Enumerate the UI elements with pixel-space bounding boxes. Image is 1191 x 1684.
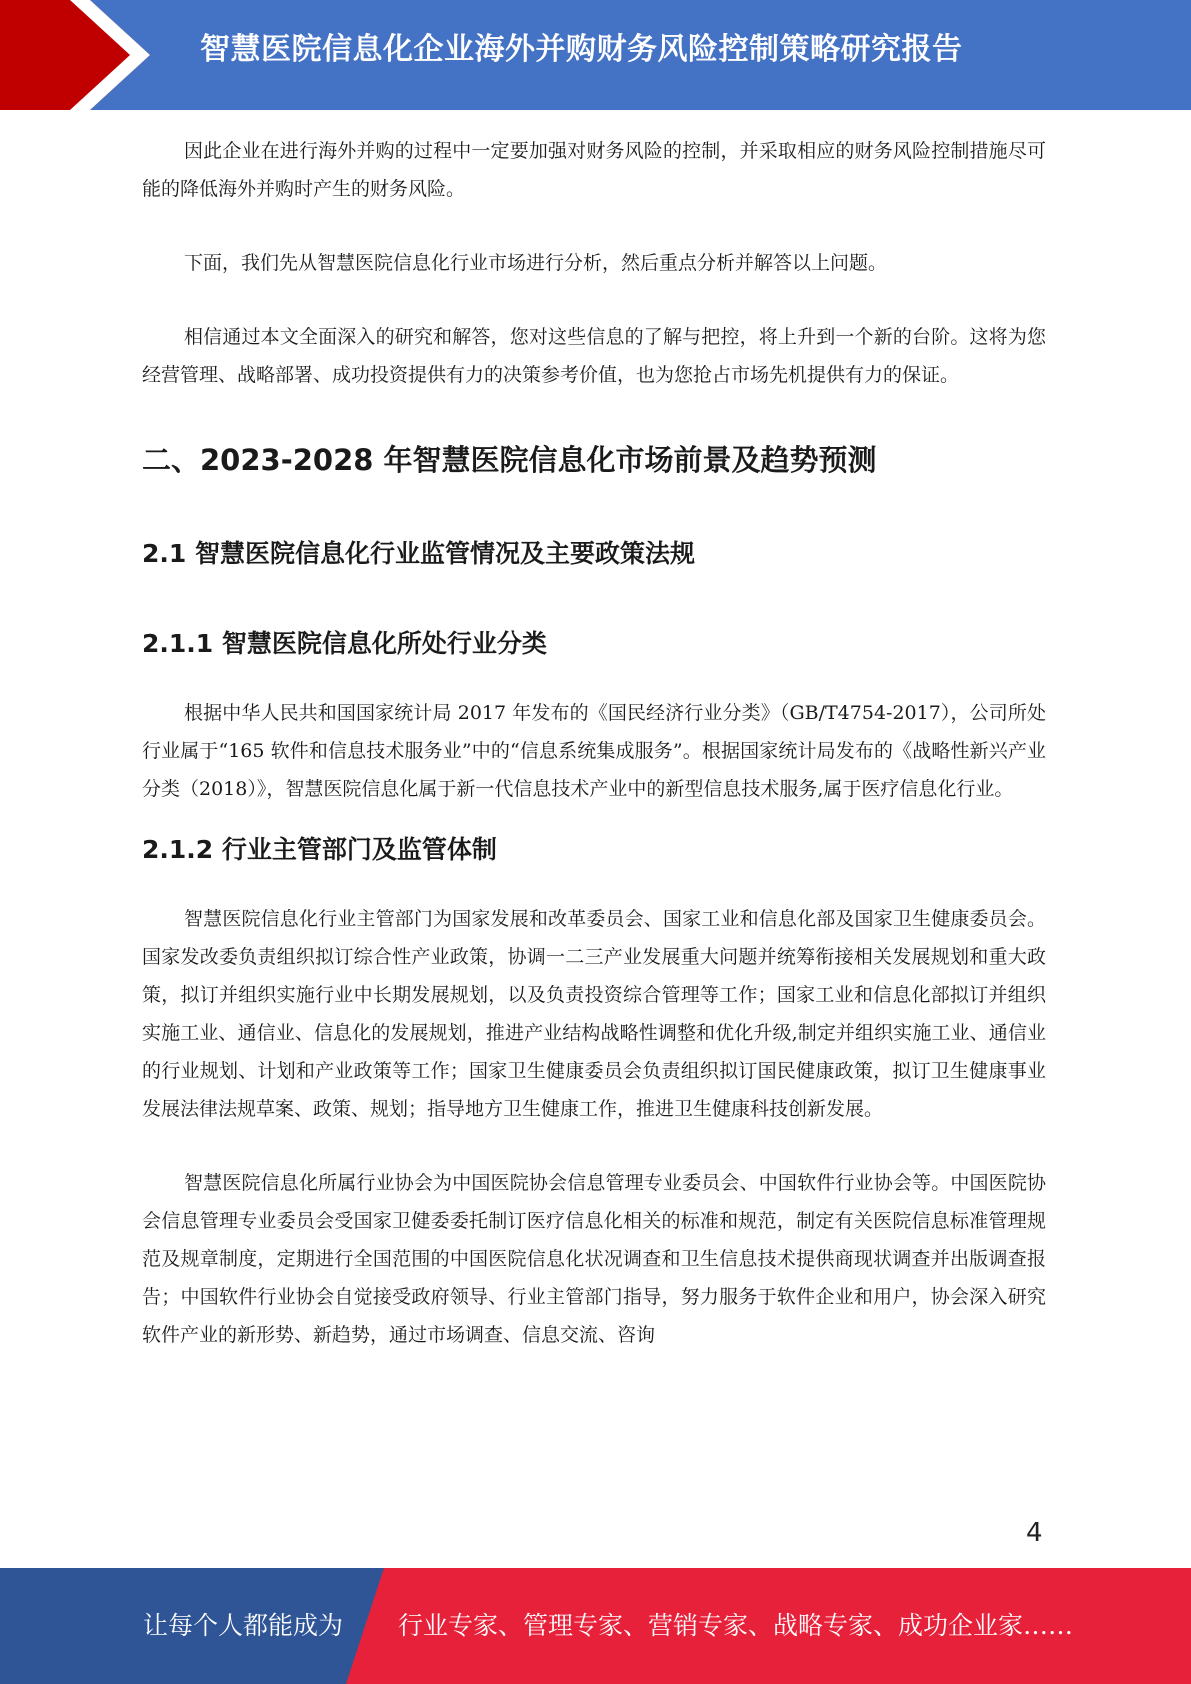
- footer-slogan-right: 行业专家、管理专家、营销专家、战略专家、成功企业家……: [398, 1611, 1074, 1640]
- page-number: 4: [1026, 1518, 1043, 1548]
- section-2-1-2-paragraph-1: 智慧医院信息化行业主管部门为国家发展和改革委员会、国家工业和信息化部及国家卫生健康委员会。国家发改委负责组织拟订综合性产业政策，协调一二三产业发展重大问题并统筹衔接相关发展规划和重大政策，拟订并组织实施行业中长期发展规划，以及负责投资综合管理等工作；国家工业和信息化部拟订并组织实施工业、通信业、信息化的发展规划，推进产业结构战略性调整和优化升级,制定并组织实施工业、通信业的行业规划、计划和产业政策等工作；国家卫生健康委员会负责组织拟订国民健康政策，拟订卫生健康事业发展法律法规草案、政策、规划；指导地方卫生健康工作，推进卫生健康科技创新发展。: [142, 908, 1046, 1120]
- section-2-1-1-heading: 2.1.1 智慧医院信息化所处行业分类: [142, 629, 547, 658]
- page-header: [0, 0, 1191, 110]
- section-2-1-2-paragraph-2: 智慧医院信息化所属行业协会为中国医院协会信息管理专业委员会、中国软件行业协会等。中国医院协会信息管理专业委员会受国家卫健委委托制订医疗信息化相关的标准和规范，制定有关医院信息标准管理规范及规章制度，定期进行全国范围的中国医院信息化状况调查和卫生信息技术提供商现状调查并出版调查报告；中国软件行业协会自觉接受政府领导、行业主管部门指导，努力服务于软件企业和用户，协会深入研究软件产业的新形势、新趋势，通过市场调查、信息交流、咨询: [142, 1172, 1046, 1346]
- footer-slogan-left: 让每个人都能成为: [143, 1611, 344, 1640]
- page-content: [142, 132, 1046, 1354]
- section-2-1-heading: 2.1 智慧医院信息化行业监管情况及主要政策法规: [142, 539, 695, 568]
- intro-paragraph-2: 下面，我们先从智慧医院信息化行业市场进行分析，然后重点分析并解答以上问题。: [184, 252, 888, 274]
- section-2-1-1-paragraph: 根据中华人民共和国国家统计局 2017 年发布的《国民经济行业分类》（GB/T4754-2017），公司所处行业属于“165 软件和信息技术服务业”中的“信息系统集成服务”。根据国家统计局发布的《战略性新兴产业分类（2018）》，智慧医院信息化属于新一代信息技术产业中的新型信息技术服务,属于医疗信息化行业。: [142, 702, 1046, 800]
- intro-paragraph-3: 相信通过本文全面深入的研究和解答，您对这些信息的了解与把控，将上升到一个新的台阶。这将为您经营管理、战略部署、成功投资提供有力的决策参考价值，也为您抢占市场先机提供有力的保证。: [142, 326, 1046, 386]
- intro-paragraph-1: 因此企业在进行海外并购的过程中一定要加强对财务风险的控制，并采取相应的财务风险控制措施尽可能的降低海外并购时产生的财务风险。: [142, 140, 1046, 200]
- report-title: 智慧医院信息化企业海外并购财务风险控制策略研究报告: [200, 32, 963, 67]
- page-footer: [0, 1568, 1191, 1684]
- section-2-heading: 二、2023-2028 年智慧医院信息化市场前景及趋势预测: [142, 443, 877, 477]
- section-2-1-2-heading: 2.1.2 行业主管部门及监管体制: [142, 835, 497, 864]
